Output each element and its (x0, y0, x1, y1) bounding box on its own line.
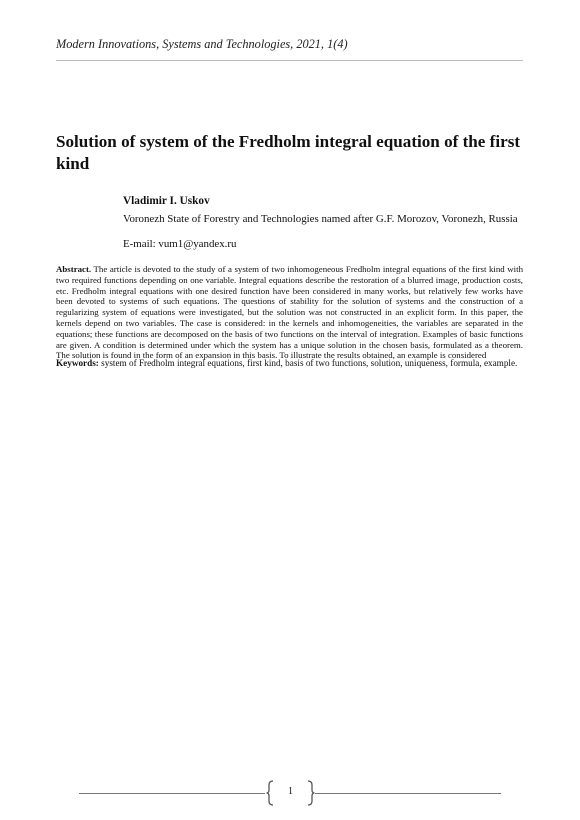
left-brace-icon (266, 780, 274, 806)
right-brace-icon (307, 780, 315, 806)
keywords (56, 358, 523, 369)
keywords-text: system of Fredholm integral equations, first kind, basis of two functions, solution, uniqueness, formula, example. (98, 358, 518, 368)
abstract-label: Abstract. (56, 264, 92, 274)
author-email: E-mail: vum1@yandex.ru (123, 238, 237, 250)
keywords-label: Keywords: (56, 358, 99, 368)
page-number: 1 (288, 786, 293, 797)
paper-title: Solution of system of the Fredholm integral equation of the first kind (56, 132, 521, 173)
header-divider (56, 60, 523, 61)
journal-header: Modern Innovations, Systems and Technologies, 2021, 1(4) (56, 37, 348, 51)
author-name: Vladimir I. Uskov (123, 195, 210, 207)
abstract-text: The article is devoted to the study of a system of two inhomogeneous Fredholm integral equations of the first kind with two required functions depending on one variable. Integral equations describe the restoration of a blurred image, production costs, etc. Fredholm integral equations with one desired function have been considered in many works, but relatively few works have been devoted to systems of such equations. The questions of stability for the solution of systems and the construction of a regularizing system of equations were investigated, but the solution was not constructed in an explicit form. In this paper, the kernels depend on two variables. The case is considered: in the kernels and inhomogeneities, the variables are separated in the equations; these functions are decomposed on the basis of two functions on the interval of integration. Examples of basic functions are given. A condition is determined under which the system has a unique solution in the chosen basis, formulated as a theorem. The solution is found in the form of an expansion in this basis. To illustrate the results obtained, an example is considered (56, 264, 523, 361)
author-affiliation: Voronezh State of Forestry and Technologies named after G.F. Morozov, Voronezh, Russia (123, 213, 518, 225)
abstract (56, 264, 523, 361)
footer-line-right (315, 793, 501, 794)
footer-line-left (79, 793, 265, 794)
